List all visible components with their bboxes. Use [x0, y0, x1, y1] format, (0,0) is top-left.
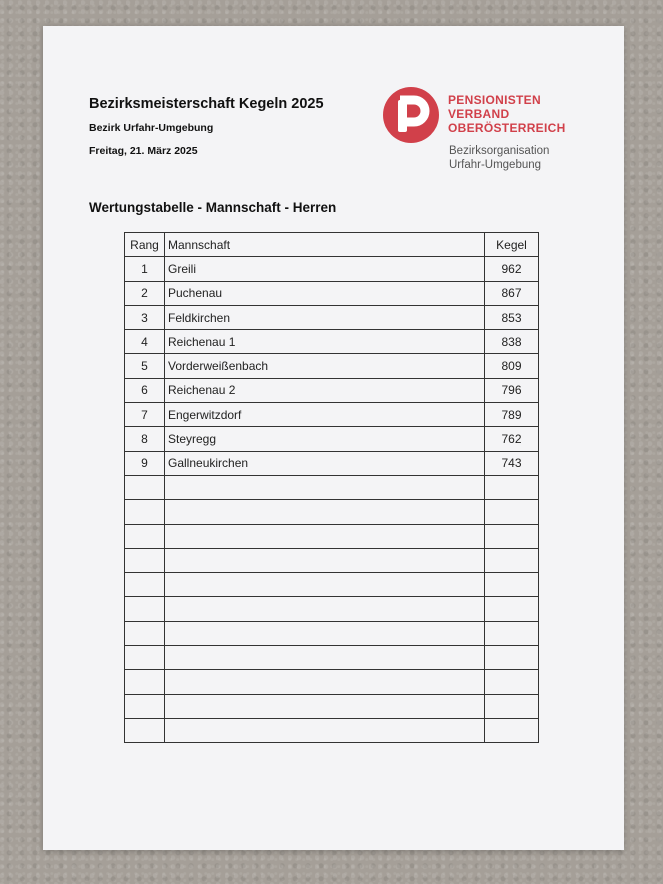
pins-cell	[485, 548, 539, 572]
rank-cell: 4	[125, 330, 165, 354]
team-cell	[165, 670, 485, 694]
rank-cell	[125, 718, 165, 742]
table-row	[125, 646, 539, 670]
page-title: Bezirksmeisterschaft Kegeln 2025	[89, 96, 324, 112]
rank-cell: 1	[125, 257, 165, 281]
rank-cell	[125, 670, 165, 694]
pins-cell	[485, 621, 539, 645]
rank-cell: 8	[125, 427, 165, 451]
pins-cell: 789	[485, 403, 539, 427]
section-title: Wertungstabelle - Mannschaft - Herren	[89, 200, 337, 215]
pins-cell	[485, 718, 539, 742]
team-cell	[165, 573, 485, 597]
rank-cell: 3	[125, 305, 165, 329]
team-cell: Reichenau 2	[165, 378, 485, 402]
team-cell	[165, 718, 485, 742]
column-header-pins: Kegel	[485, 233, 539, 257]
pins-cell	[485, 670, 539, 694]
table-row	[125, 330, 539, 354]
table-row	[125, 597, 539, 621]
team-cell: Vorderweißenbach	[165, 354, 485, 378]
paper-sheet	[43, 26, 624, 850]
rank-cell: 9	[125, 451, 165, 475]
pins-cell: 838	[485, 330, 539, 354]
table-row	[125, 548, 539, 572]
event-date: Freitag, 21. März 2025	[89, 145, 198, 157]
team-cell: Engerwitzdorf	[165, 403, 485, 427]
rank-cell: 5	[125, 354, 165, 378]
table-row	[125, 694, 539, 718]
pins-cell	[485, 646, 539, 670]
rank-cell	[125, 524, 165, 548]
table-header-row	[125, 233, 539, 257]
pins-cell: 853	[485, 305, 539, 329]
pins-cell: 867	[485, 281, 539, 305]
team-cell	[165, 694, 485, 718]
rank-cell: 6	[125, 378, 165, 402]
table-row	[125, 354, 539, 378]
table-row	[125, 573, 539, 597]
team-cell: Feldkirchen	[165, 305, 485, 329]
table-row	[125, 257, 539, 281]
rank-cell	[125, 694, 165, 718]
team-cell: Gallneukirchen	[165, 451, 485, 475]
district-label: Bezirk Urfahr-Umgebung	[89, 122, 214, 134]
table-row	[125, 475, 539, 499]
rank-cell	[125, 548, 165, 572]
table-row	[125, 427, 539, 451]
rank-cell	[125, 500, 165, 524]
pins-cell	[485, 475, 539, 499]
pins-cell	[485, 597, 539, 621]
pins-cell: 809	[485, 354, 539, 378]
table-row	[125, 378, 539, 402]
pins-cell	[485, 694, 539, 718]
logo-name-line: PENSIONISTEN	[448, 93, 541, 107]
rank-cell: 7	[125, 403, 165, 427]
team-cell	[165, 524, 485, 548]
team-cell: Greili	[165, 257, 485, 281]
logo-suborganization	[449, 144, 549, 172]
logo-name-line: VERBAND	[448, 107, 510, 121]
pins-cell	[485, 524, 539, 548]
column-header-team: Mannschaft	[165, 233, 485, 257]
table-row	[125, 621, 539, 645]
team-cell	[165, 548, 485, 572]
table-row	[125, 524, 539, 548]
logo-sub-line: Urfahr-Umgebung	[449, 159, 542, 171]
logo-sub-line: Bezirksorganisation	[449, 145, 550, 157]
rank-cell	[125, 573, 165, 597]
table-row	[125, 500, 539, 524]
rank-cell	[125, 646, 165, 670]
logo-organization-name	[448, 93, 566, 135]
pins-cell	[485, 573, 539, 597]
rank-cell: 2	[125, 281, 165, 305]
team-cell	[165, 475, 485, 499]
table-row	[125, 403, 539, 427]
table-row	[125, 451, 539, 475]
team-cell	[165, 500, 485, 524]
team-cell: Steyregg	[165, 427, 485, 451]
pins-cell: 796	[485, 378, 539, 402]
table-row	[125, 670, 539, 694]
pins-cell	[485, 500, 539, 524]
table-row	[125, 305, 539, 329]
rank-cell	[125, 475, 165, 499]
logo-name-line: OBERÖSTERREICH	[448, 121, 566, 135]
team-cell: Puchenau	[165, 281, 485, 305]
pensioner-association-logo-icon	[383, 87, 439, 143]
column-header-rank: Rang	[125, 233, 165, 257]
team-cell	[165, 621, 485, 645]
pins-cell: 743	[485, 451, 539, 475]
rank-cell	[125, 597, 165, 621]
standings-table	[124, 232, 539, 743]
table-row	[125, 718, 539, 742]
table-row	[125, 281, 539, 305]
pins-cell: 762	[485, 427, 539, 451]
team-cell	[165, 646, 485, 670]
rank-cell	[125, 621, 165, 645]
team-cell	[165, 597, 485, 621]
pins-cell: 962	[485, 257, 539, 281]
team-cell: Reichenau 1	[165, 330, 485, 354]
